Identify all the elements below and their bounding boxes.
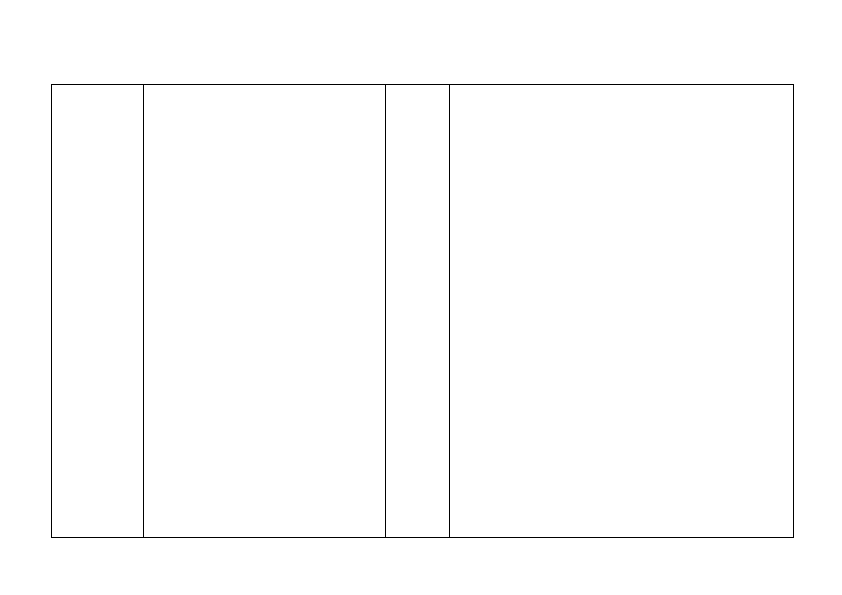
table-cell-1 <box>52 85 143 537</box>
duration-cell <box>391 85 449 537</box>
lesson-table <box>51 84 794 538</box>
column-divider <box>449 85 450 537</box>
remarks-cell <box>455 85 793 537</box>
exercise-cell <box>186 85 383 537</box>
column-divider <box>385 85 386 537</box>
table-cell-2 <box>144 85 185 537</box>
